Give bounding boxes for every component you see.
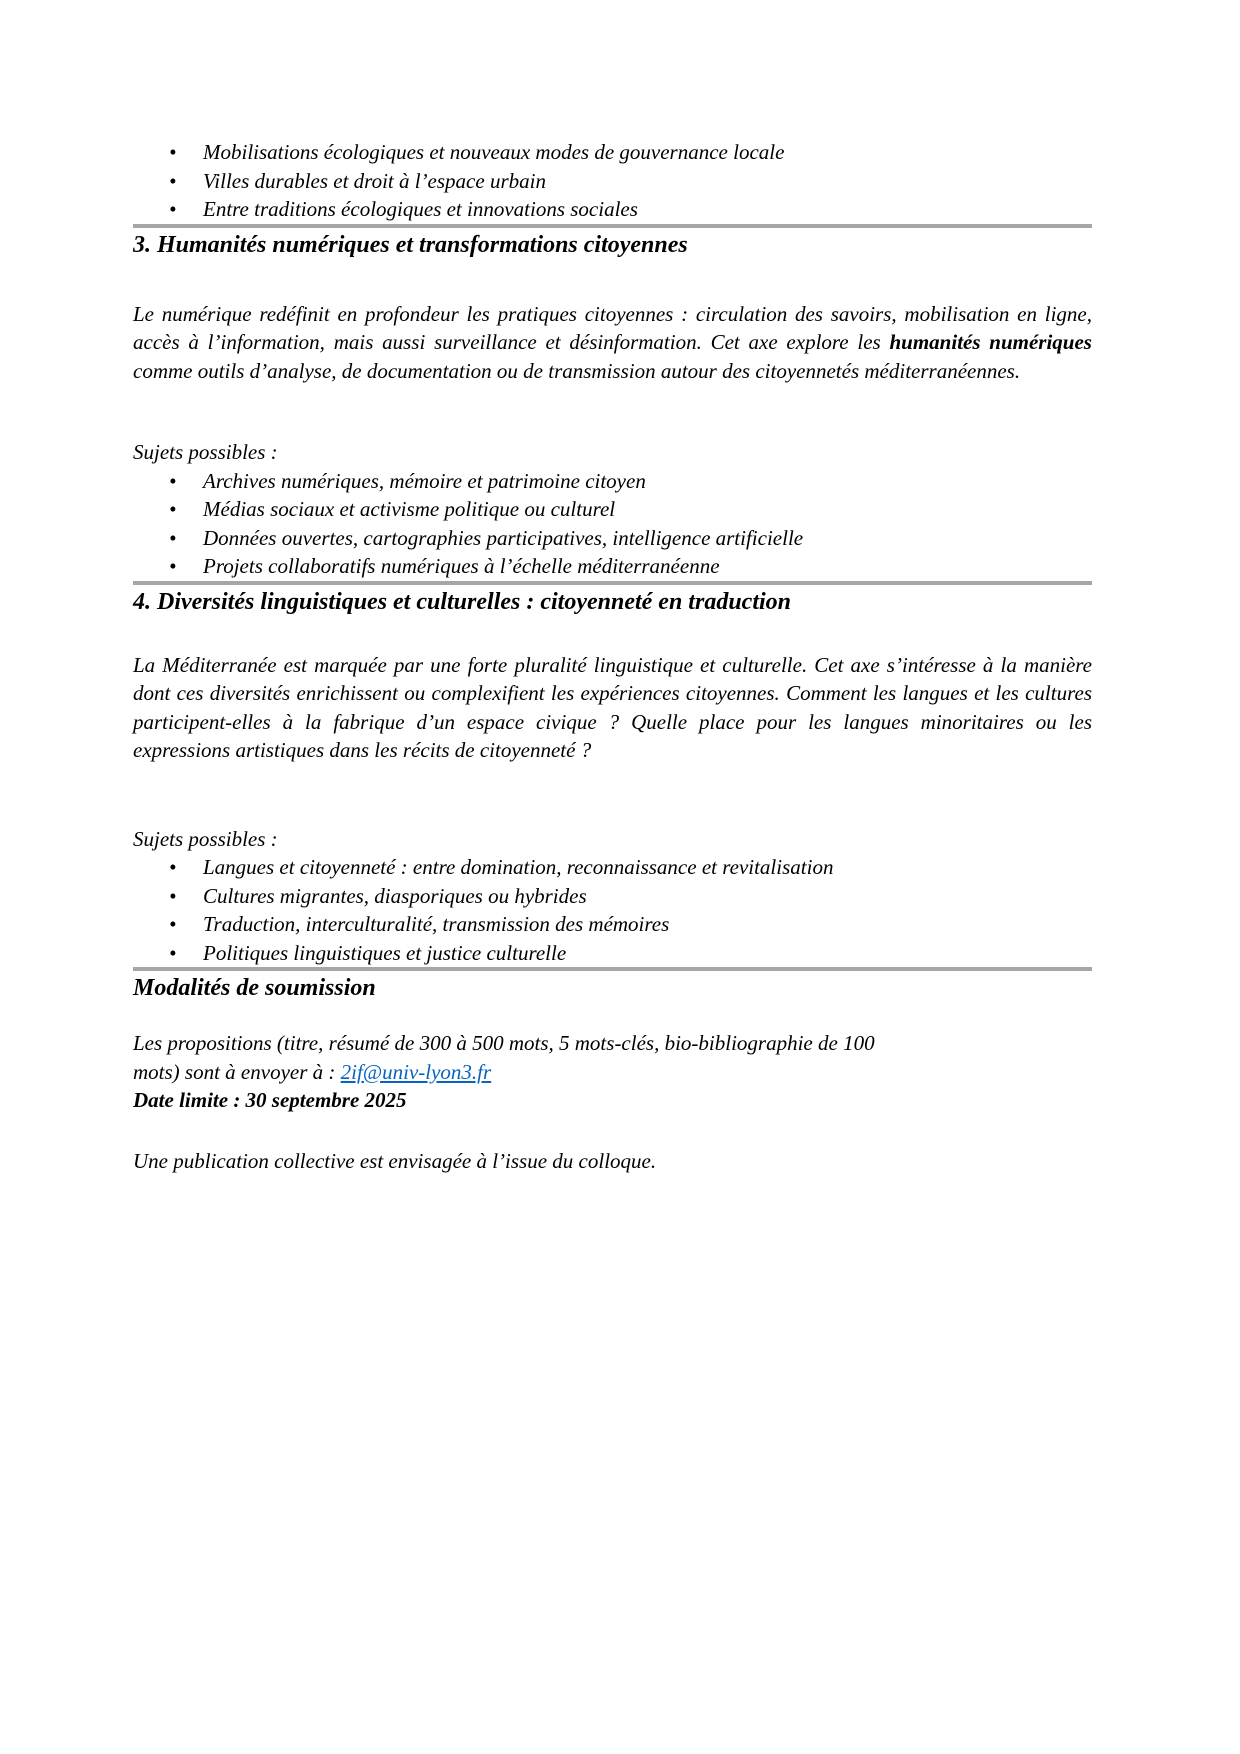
deadline-text: Date limite : 30 septembre 2025 (133, 1088, 407, 1112)
list-item-text: Villes durables et droit à l’espace urbain (203, 168, 546, 193)
list-item (169, 495, 1092, 524)
bullet-icon: • (169, 883, 177, 908)
paragraph-text: comme outils d’analyse, de documentation ou de transmission autour des citoyennetés méditerranéennes. (133, 358, 1021, 383)
section-4-paragraph: La Méditerranée est marquée par une forte pluralité linguistique et culturelle. Cet axe s’intéresse à la manière dont ces diversités enrichissent ou complexifient les expériences citoyennes. Comment les langues et les cultures participent-elles à la fabrique d’un espace civique ? Quelle place pour les langues minoritaires ou les expressions artistiques dans les récits de citoyenneté ? (133, 652, 1092, 762)
list-item-text: Politiques linguistiques et justice culturelle (203, 940, 567, 965)
bullet-icon: • (169, 940, 177, 965)
list-item-text: Entre traditions écologiques et innovations sociales (203, 197, 638, 221)
list-item (169, 524, 1092, 553)
paragraph-text: Le numérique redéfinit en profondeur les pratiques citoyennes : circulation des savoirs, mobilisation en ligne, accès à l’information, mais aussi surveillance et désinformation. Cet axe explore les (133, 301, 1092, 354)
submission-line2-prefix: mots) sont à envoyer à : (133, 1059, 341, 1084)
submission-heading: Modalités de soumission (133, 975, 376, 1001)
bullet-list-digital-topics (133, 467, 1092, 581)
bullet-icon: • (169, 554, 177, 578)
list-item-text: Archives numériques, mémoire et patrimoine citoyen (203, 468, 646, 493)
list-item-text: Cultures migrantes, diasporiques ou hybrides (203, 883, 587, 908)
bullet-icon: • (169, 855, 177, 879)
bullet-icon: • (169, 912, 177, 936)
list-item-text: Données ouvertes, cartographies participatives, intelligence artificielle (203, 525, 804, 550)
list-item (169, 138, 1092, 167)
section-4-heading: 4. Diversités linguistiques et culturelles : citoyenneté en traduction (133, 588, 791, 615)
bullet-icon: • (169, 140, 177, 164)
list-item (169, 910, 1092, 939)
list-item-text: Médias sociaux et activisme politique ou culturel (203, 497, 616, 521)
list-item-text: Mobilisations écologiques et nouveaux modes de gouvernance locale (203, 140, 785, 164)
section-3-heading: 3. Humanités numériques et transformations citoyennes (133, 231, 688, 258)
section-3-paragraph (133, 300, 1092, 386)
list-item (169, 882, 1092, 911)
bullet-icon: • (169, 197, 177, 221)
list-item (169, 552, 1092, 581)
bullet-icon: • (169, 525, 177, 550)
list-item (169, 467, 1092, 496)
list-item-text: Traduction, interculturalité, transmission des mémoires (203, 912, 670, 936)
bullet-list-ecology-topics (133, 138, 1092, 224)
subjects-label: Sujets possibles : (133, 440, 278, 464)
list-item (169, 195, 1092, 224)
paragraph-bold-text: humanités numériques (889, 330, 1092, 354)
bullet-list-linguistic-topics (133, 853, 1092, 967)
list-item (169, 853, 1092, 882)
email-link[interactable]: 2if@univ-lyon3.fr (340, 1059, 492, 1084)
submission-line1: Les propositions (titre, résumé de 300 à 500 mots, 5 mots-clés, bio-bibliographie de 100 (133, 1031, 875, 1055)
list-item-text: Projets collaboratifs numériques à l’échelle méditerranéenne (203, 554, 720, 578)
publication-note: Une publication collective est envisagée à l’issue du colloque. (133, 1148, 657, 1173)
list-item (169, 939, 1092, 968)
bullet-icon: • (169, 168, 177, 193)
list-item (169, 167, 1092, 196)
bullet-icon: • (169, 497, 177, 521)
list-item-text: Langues et citoyenneté : entre domination, reconnaissance et revitalisation (203, 855, 834, 879)
bullet-icon: • (169, 468, 177, 493)
subjects-label: Sujets possibles : (133, 826, 278, 851)
submission-paragraph (133, 1029, 1092, 1115)
